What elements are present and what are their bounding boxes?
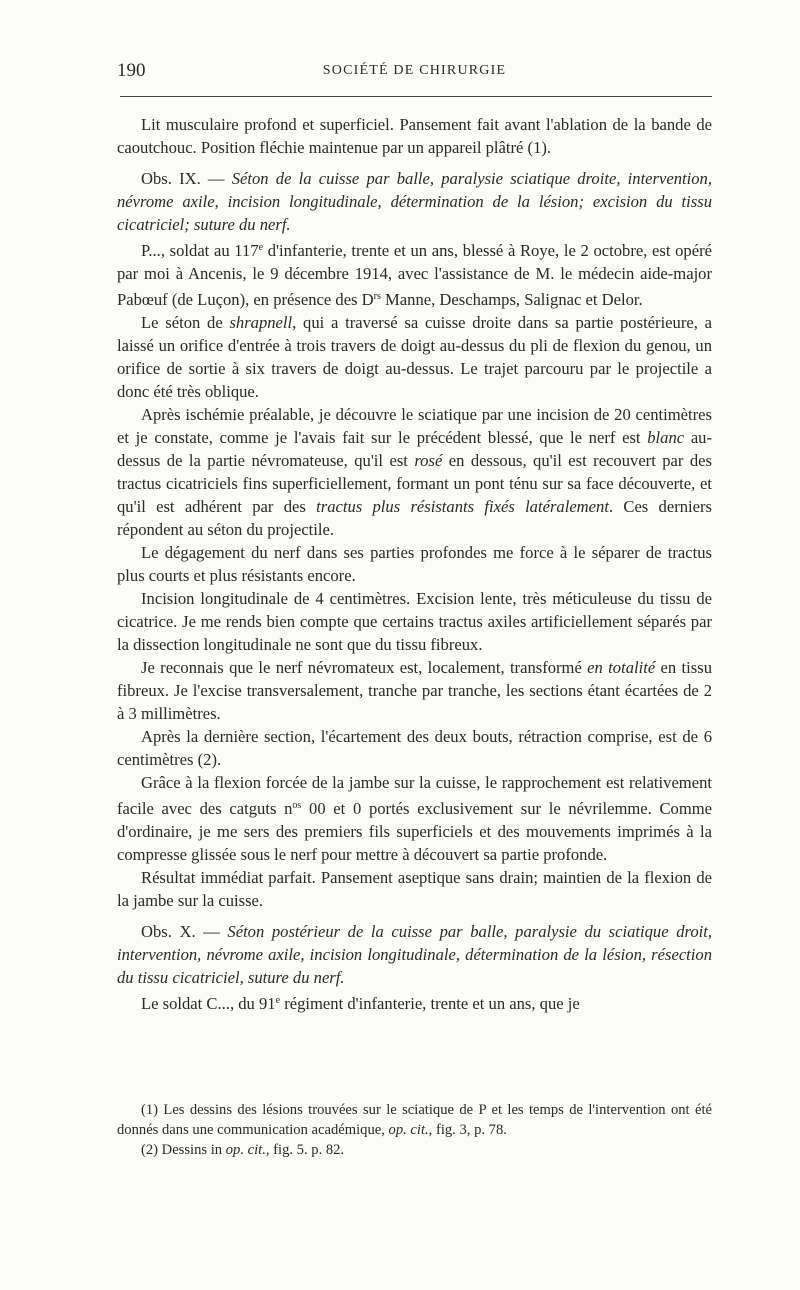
observation-label: Obs. X. — xyxy=(141,922,228,941)
footnotes xyxy=(117,1100,712,1160)
paragraph: Le séton de shrapnell, qui a traversé sa cuisse droite dans sa partie postérieure, a laissé un orifice d'entrée à trois travers de doigt au-dessus du pli de flexion du genou, un orifice de sortie à six travers de doigt au-dessus. Le trajet parcouru par le projectile a donc été très oblique. xyxy=(117,313,712,401)
paragraph: Résultat immédiat parfait. Pansement aseptique sans drain; maintien de la flexion de la jambe sur la cuisse. xyxy=(117,868,712,910)
paragraph: Lit musculaire profond et superficiel. Pansement fait avant l'ablation de la bande de caoutchouc. Position fléchie maintenue par un appareil plâtré (1). xyxy=(117,115,712,157)
paragraph: Le dégagement du nerf dans ses parties profondes me force à le séparer de tractus plus courts et plus résistants encore. xyxy=(117,543,712,585)
body-text xyxy=(117,113,712,1015)
footnote-2: (2) Dessins in op. cit., fig. 5. p. 82. xyxy=(141,1142,345,1158)
paragraph: Grâce à la flexion forcée de la jambe sur la cuisse, le rapprochement est relativement facile avec des catguts $n^{os}$ 00 et 0 portés exclusivement sur le névrilemme. Comme d'ordinaire, je me sers des premiers fils superficiels et des mouvements imprimés à la compresse glissée sous le nerf pour mettre à découvert sa partie profonde. xyxy=(117,773,713,864)
paragraph: Après ischémie préalable, je découvre le sciatique par une incision de 20 centimètres et je constate, comme je l'avais fait sur le précédent blessé, que le nerf est blanc au-dessus de la partie névromateuse, qu'il est rosé en dessous, qu'il est recouvert par des tractus cicatriciels fins superficiellement, formant un pont ténu sur sa face découverte, et qu'il est adhérent par des tractus plus résistants fixés latéralement. Ces derniers répondent au séton du projectile. xyxy=(117,405,713,539)
header-rule xyxy=(120,96,712,97)
page-number: 190 xyxy=(117,60,146,81)
footnote-1: (1) Les dessins des lésions trouvées sur le sciatique de P et les temps de l'intervention ont été donnés dans une communication académique, op. cit., fig. 3, p. 78. xyxy=(117,1102,712,1138)
observation-title: Séton postérieur de la cuisse par balle, paralysie du sciatique droit, intervention, névrome axile, incision longitudinale, détermination de la lésion, résection du tissu cicatriciel, suture du nerf. xyxy=(117,922,712,987)
paragraph: Je reconnais que le nerf névromateux est, localement, transformé en totalité en tissu fibreux. Je l'excise transversalement, tranche par tranche, les sections étant écartées de 2 à 3 millimètres. xyxy=(117,658,712,723)
page-header xyxy=(117,60,712,84)
paragraph: Le soldat C..., du 91e régiment d'infanterie, trente et un ans, que je xyxy=(141,994,580,1013)
observation-heading-x xyxy=(117,920,712,989)
observation-heading-ix xyxy=(117,167,712,236)
running-title: SOCIÉTÉ DE CHIRURGIE xyxy=(322,63,507,78)
paragraph: Incision longitudinale de 4 centimètres. Excision lente, très méticuleuse du tissu de cicatrice. Je me rends bien compte que certains tractus axiles artificiellement séparés par la dissection longitudinale ne sont que du tissu fibreux. xyxy=(117,589,712,654)
observation-title: Séton de la cuisse par balle, paralysie sciatique droite, intervention, névrome axile, incision longitudinale, détermination de la lésion; excision du tissu cicatriciel; suture du nerf. xyxy=(117,169,712,234)
paragraph: Après la dernière section, l'écartement des deux bouts, rétraction comprise, est de 6 centimètres (2). xyxy=(117,727,712,769)
observation-label: Obs. IX. — xyxy=(141,169,232,188)
paragraph: P..., soldat au 117e d'infanterie, trente et un ans, blessé à Roye, le 2 octobre, est opéré par moi à Ancenis, le 9 décembre 1914, avec l'assistance de M. le médecin aide-major Pabœuf (de Luçon), en présence des $D^{rs}$ Manne, Deschamps, Salignac et Delor. xyxy=(117,241,712,309)
